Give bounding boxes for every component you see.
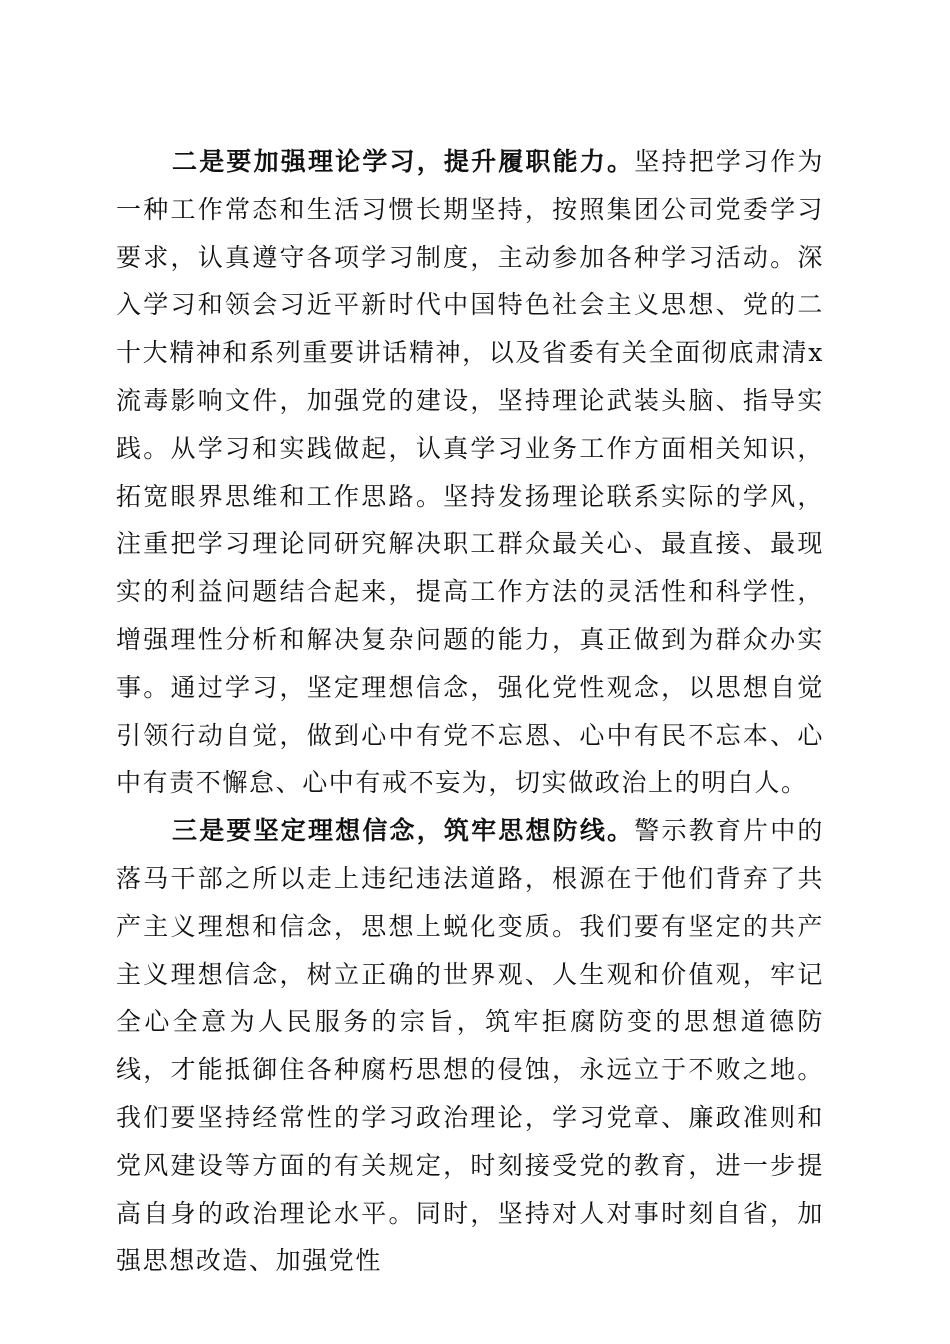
paragraph-heading: 三是要坚定理想信念，筑牢思想防线。 (172, 816, 635, 846)
document-body (116, 138, 824, 1285)
paragraph-text: 警示教育片中的落马干部之所以走上违纪违法道路，根源在于他们背弃了共产主义理想和信念，思想上蜕化变质。我们要有坚定的共产主义理想信念，树立正确的世界观、人生观和价值观，牢记全心全意为人民服务的宗旨，筑牢拒腐防变的思想道德防线，才能抵御住各种腐朽思想的侵蚀，永远立于不败之地。我们要坚持经常性的学习政治理论，学习党章、廉政准则和党风建设等方面的有关规定，时刻接受党的教育，进一步提高自身的政治理论水平。同时，坚持对人对事时刻自省，加强思想改造、加强党性 (116, 816, 824, 1276)
paragraph-heading: 二是要加强理论学习，提升履职能力。 (172, 147, 635, 176)
paragraph-text: 坚持把学习作为一种工作常态和生活习惯长期坚持，按照集团公司党委学习要求，认真遵守各项学习制度，主动参加各种学习活动。深入学习和领会习近平新时代中国特色社会主义思想、党的二十大精神和系列重要讲话精神，以及省委有关全面彻底肃清x流毒影响文件，加强党的建设，坚持理论武装头脑、指导实践。从学习和实践做起，认真学习业务工作方面相关知识，拓宽眼界思维和工作思路。坚持发扬理论联系实际的学风，注重把学习理论同研究解决职工群众最关心、最直接、最现实的利益问题结合起来，提高工作方法的灵活性和科学性，增强理性分析和解决复杂问题的能力，真正做到为群众办实事。通过学习，坚定理想信念，强化党性观念，以思想自觉引领行动自觉，做到心中有党不忘恩、心中有民不忘本、心中有责不懈怠、心中有戒不妄为，切实做政治上的明白人。 (116, 147, 824, 798)
paragraph-theory-study (116, 138, 824, 807)
paragraph-ideals-beliefs (116, 807, 824, 1285)
